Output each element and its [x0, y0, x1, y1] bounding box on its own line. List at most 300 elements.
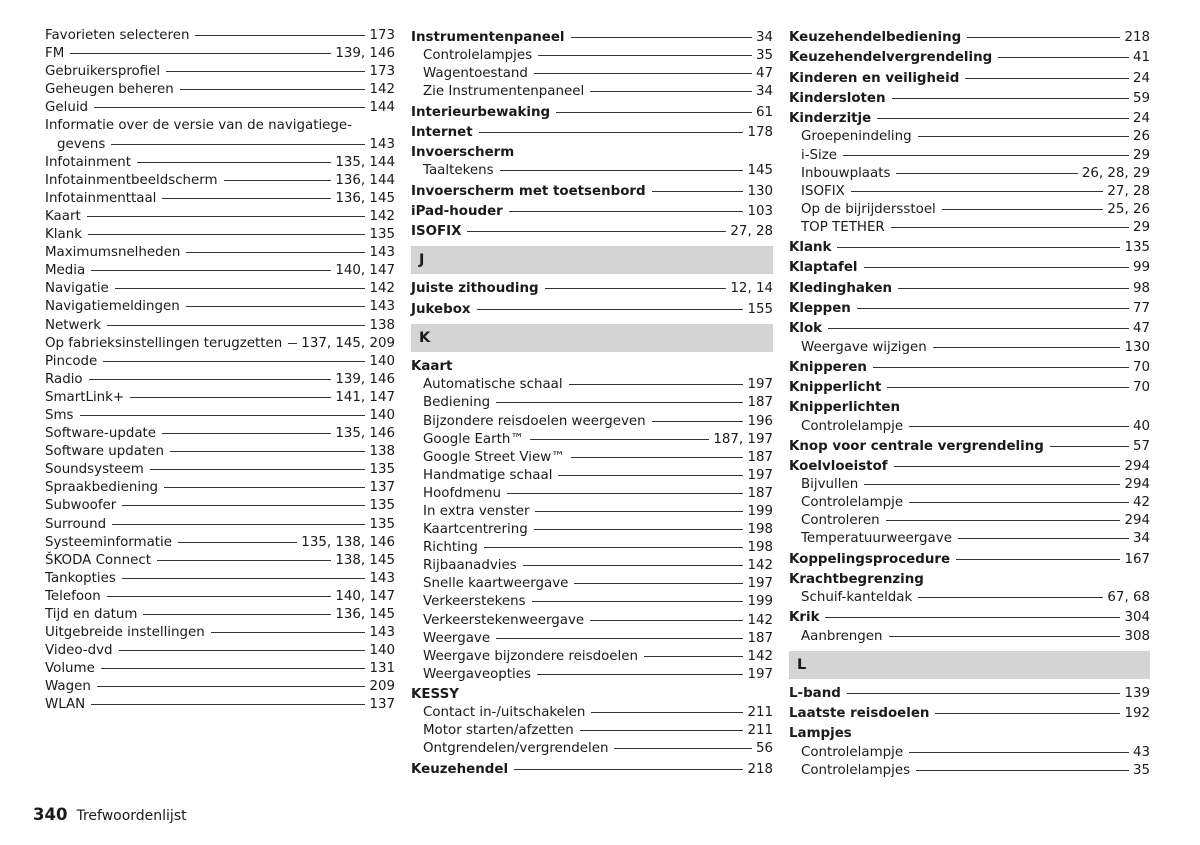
index-subentry: [411, 431, 773, 449]
dot-leader: [150, 469, 366, 470]
entry-page-reference: 197: [747, 666, 773, 682]
dot-leader: [847, 693, 1121, 694]
dot-leader: [101, 668, 366, 669]
index-subentry: [789, 530, 1150, 548]
entry-term: Subwoofer: [45, 498, 117, 514]
entry-page-reference: 197: [747, 576, 773, 592]
index-entry: [45, 443, 395, 461]
entry-term: Geheugen beheren: [45, 82, 174, 98]
dot-leader: [652, 421, 744, 422]
index-entry: [45, 552, 395, 570]
dot-leader: [107, 596, 332, 597]
dot-leader: [580, 730, 744, 731]
entry-page-reference: 135, 138, 146: [301, 534, 395, 550]
entry-page-reference: 137, 145, 209: [301, 335, 395, 351]
index-subentry: [411, 65, 773, 83]
entry-page-reference: 43: [1132, 744, 1150, 760]
entry-term: Kaartcentrering: [423, 522, 528, 538]
entry-page-reference: 173: [369, 64, 395, 80]
dot-leader: [162, 433, 331, 434]
entry-page-reference: 140: [369, 643, 395, 659]
entry-term: Groepenindeling: [801, 129, 912, 145]
index-subentry: [411, 521, 773, 539]
dot-leader: [652, 191, 744, 192]
index-subentry: [789, 128, 1150, 146]
entry-term: Telefoon: [45, 588, 101, 604]
entry-term: i-Size: [801, 147, 838, 163]
dot-leader: [130, 397, 331, 398]
entry-page-reference: 173: [369, 28, 395, 43]
entry-term: Koelvloeistof: [789, 458, 888, 474]
dot-leader: [828, 328, 1129, 329]
index-entry: [789, 725, 1150, 743]
dot-leader: [111, 144, 365, 145]
entry-page-reference: 47: [1132, 321, 1150, 337]
index-subentry: [411, 47, 773, 65]
entry-page-reference: 40: [1132, 418, 1150, 434]
index-entry: [789, 300, 1150, 318]
index-entry: [789, 70, 1150, 88]
entry-term: Richting: [423, 540, 478, 556]
entry-page-reference: 77: [1132, 300, 1150, 316]
index-entry: [45, 696, 395, 714]
entry-page-reference: 135: [369, 498, 395, 514]
entry-page-reference: 140: [369, 353, 395, 369]
entry-term: Weergave: [423, 630, 491, 646]
entry-page-reference: 140, 147: [335, 588, 395, 604]
index-column-3: [789, 27, 1150, 780]
index-entry: [789, 280, 1150, 298]
dot-leader: [889, 636, 1121, 637]
index-entry: [789, 705, 1150, 723]
dot-leader: [484, 547, 744, 548]
index-entry: [411, 104, 773, 122]
index-entry: [411, 761, 773, 779]
entry-term: Bijvullen: [801, 477, 859, 493]
index-entry: [45, 81, 395, 99]
entry-page-reference: 56: [755, 741, 773, 757]
entry-term: Weergaveopties: [423, 666, 531, 682]
dot-leader: [88, 234, 365, 235]
index-entry: [411, 144, 773, 162]
dot-leader: [538, 55, 752, 56]
index-entry: [411, 358, 773, 376]
dot-leader: [496, 402, 743, 403]
entry-page-reference: 167: [1124, 551, 1150, 567]
entry-term: Klank: [789, 240, 832, 256]
index-entry: [411, 686, 773, 704]
entry-page-reference: 99: [1132, 260, 1150, 276]
entry-term: Motor starten/afzetten: [423, 723, 574, 739]
index-entry: [789, 49, 1150, 67]
index-column-2: [411, 27, 773, 779]
index-entry: [45, 516, 395, 534]
index-entry: [45, 407, 395, 425]
entry-term: Ontgrendelen/vergrendelen: [423, 741, 609, 757]
entry-term: Knipperlichten: [789, 400, 901, 416]
entry-page-reference: 294: [1124, 513, 1150, 529]
entry-term: Systeeminformatie: [45, 534, 173, 550]
entry-term: Tijd en datum: [45, 607, 138, 622]
entry-page-reference: 145: [747, 163, 773, 179]
entry-page-reference: 198: [747, 522, 773, 538]
entry-term: Klank: [45, 227, 82, 243]
index-entry: [789, 320, 1150, 338]
index-entry: [411, 203, 773, 221]
index-subentry: [789, 201, 1150, 219]
dot-leader: [614, 748, 751, 749]
entry-page-reference: 142: [369, 208, 395, 224]
entry-term: Kleppen: [789, 300, 851, 316]
dot-leader: [97, 686, 366, 687]
dot-leader: [514, 769, 743, 770]
dot-leader: [873, 367, 1129, 368]
index-entry: [789, 379, 1150, 397]
index-subentry: [45, 136, 395, 154]
index-subentry: [789, 494, 1150, 512]
dot-leader: [143, 614, 331, 615]
entry-term: Temperatuurweergave: [801, 531, 952, 547]
entry-page-reference: 27, 28: [1107, 183, 1150, 199]
dot-leader: [843, 155, 1129, 156]
index-subentry: [411, 162, 773, 180]
dot-leader: [103, 361, 365, 362]
dot-leader: [87, 216, 366, 217]
entry-page-reference: 196: [747, 413, 773, 429]
index-entry: [411, 183, 773, 201]
dot-leader: [644, 656, 743, 657]
entry-page-reference: 187: [747, 395, 773, 411]
entry-page-reference: 34: [755, 84, 773, 100]
entry-page-reference: 308: [1124, 628, 1150, 644]
entry-term: Sms: [45, 407, 74, 423]
dot-leader: [162, 198, 331, 199]
index-subentry: [411, 83, 773, 101]
entry-term: Google Street View™: [423, 449, 565, 465]
entry-term: Kinderzitje: [789, 111, 872, 127]
dot-leader: [918, 136, 1129, 137]
index-subentry: [411, 704, 773, 722]
index-entry: [45, 117, 395, 135]
dot-leader: [224, 180, 332, 181]
entry-term: TOP TETHER: [801, 219, 885, 235]
entry-term: Laatste reisdoelen: [789, 705, 930, 721]
entry-page-reference: 34: [1132, 531, 1150, 547]
section-header: L: [789, 651, 1150, 679]
entry-term: WLAN: [45, 697, 86, 713]
entry-term: Controlelampje: [801, 418, 904, 434]
entry-page-reference: 138, 145: [335, 552, 395, 568]
section-header: K: [411, 324, 773, 352]
entry-term: Keuzehendelvergrendeling: [789, 50, 993, 66]
entry-page-reference: 67, 68: [1107, 590, 1150, 606]
index-entry: [45, 172, 395, 190]
entry-page-reference: 138: [369, 317, 395, 333]
dot-leader: [933, 347, 1121, 348]
entry-page-reference: 26, 28, 29: [1081, 165, 1150, 181]
entry-term: Aanbrengen: [801, 628, 883, 644]
dot-leader: [825, 617, 1120, 618]
entry-page-reference: 143: [369, 299, 395, 315]
entry-page-reference: 187: [747, 449, 773, 465]
entry-term: Kaart: [45, 208, 81, 224]
index-subentry: [411, 575, 773, 593]
index-entry: [45, 45, 395, 63]
entry-term: gevens: [57, 136, 106, 152]
index-entry: [789, 359, 1150, 377]
dot-leader: [479, 132, 744, 133]
entry-term: Taaltekens: [423, 163, 494, 179]
entry-page-reference: 192: [1124, 705, 1150, 721]
page-number: 340: [33, 805, 68, 824]
index-subentry: [789, 512, 1150, 530]
index-entry: [45, 570, 395, 588]
entry-page-reference: 26: [1132, 129, 1150, 145]
entry-page-reference: 136, 145: [335, 190, 395, 206]
entry-term: Jukebox: [411, 301, 471, 317]
index-subentry: [789, 744, 1150, 762]
entry-page-reference: 25, 26: [1107, 201, 1150, 217]
entry-term: Zie Instrumentenpaneel: [423, 84, 585, 100]
index-column-1: [45, 27, 395, 715]
index-entry: [45, 389, 395, 407]
entry-term: Lampjes: [789, 726, 852, 742]
entry-term: Klok: [789, 321, 823, 337]
entry-term: Invoerscherm: [411, 145, 515, 161]
entry-term: ISOFIX: [411, 224, 462, 240]
entry-page-reference: 135, 146: [335, 426, 395, 442]
entry-term: Bediening: [423, 395, 491, 411]
index-entry: [45, 371, 395, 389]
index-subentry: [789, 628, 1150, 646]
dot-leader: [891, 227, 1129, 228]
index-entry: [411, 280, 773, 298]
index-entry: [789, 438, 1150, 456]
index-entry: [45, 244, 395, 262]
entry-page-reference: 187: [747, 630, 773, 646]
index-subentry: [789, 418, 1150, 436]
dot-leader: [467, 231, 726, 232]
dot-leader: [864, 484, 1120, 485]
entry-term: Kindersloten: [789, 90, 886, 106]
index-entry: [789, 259, 1150, 277]
dot-leader: [571, 457, 744, 458]
entry-term: Internet: [411, 124, 473, 140]
entry-page-reference: 211: [747, 723, 773, 739]
entry-page-reference: 142: [747, 648, 773, 664]
entry-page-reference: 24: [1132, 111, 1150, 127]
entry-page-reference: 218: [747, 761, 773, 777]
entry-page-reference: 140, 147: [335, 263, 395, 279]
index-entry: [45, 497, 395, 515]
index-subentry: [411, 740, 773, 758]
entry-page-reference: 137: [369, 480, 395, 496]
entry-page-reference: 141, 147: [335, 389, 395, 405]
entry-term: Controlelampjes: [423, 48, 533, 64]
index-entry: [789, 685, 1150, 703]
index-entry: [45, 606, 395, 624]
entry-page-reference: 199: [747, 504, 773, 519]
index-subentry: [411, 666, 773, 684]
dot-leader: [534, 73, 752, 74]
entry-term: Media: [45, 263, 86, 279]
index-subentry: [411, 503, 773, 521]
entry-page-reference: 211: [747, 705, 773, 721]
dot-leader: [178, 542, 297, 543]
index-entry: [411, 301, 773, 319]
entry-page-reference: 59: [1132, 90, 1150, 106]
entry-term: Juiste zithouding: [411, 281, 539, 297]
entry-term: Handmatige schaal: [423, 467, 553, 483]
dot-leader: [591, 712, 743, 713]
entry-term: Schuif-kanteldak: [801, 590, 913, 606]
entry-term: Snelle kaartweergave: [423, 576, 569, 592]
entry-term: Controleren: [801, 513, 880, 529]
dot-leader: [537, 674, 743, 675]
index-subentry: [789, 762, 1150, 780]
entry-term: iPad-houder: [411, 203, 503, 219]
entry-term: Krachtbegrenzing: [789, 571, 924, 587]
index-entry: [45, 479, 395, 497]
entry-page-reference: 135, 144: [335, 154, 395, 170]
entry-page-reference: 12, 14: [730, 281, 773, 297]
index-entry: [45, 461, 395, 479]
dot-leader: [119, 650, 366, 651]
dot-leader: [509, 211, 744, 212]
dot-leader: [857, 308, 1129, 309]
entry-term: L-band: [789, 685, 841, 701]
index-entry: [789, 609, 1150, 627]
entry-term: Instrumentenpaneel: [411, 30, 565, 45]
index-entry: [45, 642, 395, 660]
dot-leader: [894, 466, 1121, 467]
index-subentry: [411, 376, 773, 394]
dot-leader: [896, 173, 1077, 174]
entry-term: Keuzehendelbediening: [789, 30, 962, 45]
entry-term: KESSY: [411, 686, 459, 702]
entry-page-reference: 70: [1132, 379, 1150, 395]
entry-term: Controlelampjes: [801, 762, 911, 778]
dot-leader: [534, 529, 744, 530]
index-entry: [789, 29, 1150, 47]
index-entry: [45, 534, 395, 552]
entry-term: Kinderen en veiligheid: [789, 70, 960, 86]
entry-page-reference: 143: [369, 570, 395, 586]
entry-term: Knop voor centrale vergrendeling: [789, 438, 1044, 454]
entry-term: Surround: [45, 516, 107, 532]
dot-leader: [886, 520, 1121, 521]
dot-leader: [1050, 446, 1129, 447]
entry-page-reference: 35: [755, 48, 773, 64]
dot-leader: [909, 502, 1129, 503]
entry-term: FM: [45, 46, 65, 62]
entry-page-reference: 142: [747, 612, 773, 628]
entry-page-reference: 131: [369, 661, 395, 677]
index-entry: [45, 425, 395, 443]
index-entry: [411, 29, 773, 47]
entry-term: Infotainmenttaal: [45, 190, 157, 206]
entry-term: Invoerscherm met toetsenbord: [411, 183, 646, 199]
dot-leader: [956, 559, 1120, 560]
entry-page-reference: 138: [369, 444, 395, 460]
entry-term: Geluid: [45, 100, 89, 116]
entry-page-reference: 142: [369, 82, 395, 98]
entry-page-reference: 294: [1124, 477, 1150, 493]
index-subentry: [411, 630, 773, 648]
dot-leader: [211, 632, 366, 633]
index-entry: [789, 239, 1150, 257]
dot-leader: [89, 379, 332, 380]
section-header: J: [411, 246, 773, 274]
index-entry: [45, 588, 395, 606]
dot-leader: [545, 288, 727, 289]
entry-page-reference: 41: [1132, 50, 1150, 66]
dot-leader: [477, 309, 744, 310]
entry-term: Soundsysteem: [45, 462, 144, 478]
entry-term: Informatie over de versie van de navigatiege-: [45, 118, 352, 134]
entry-page-reference: 103: [747, 203, 773, 219]
index-subentry: [411, 648, 773, 666]
index-entry: [45, 190, 395, 208]
entry-term: Pincode: [45, 353, 98, 369]
dot-leader: [837, 247, 1120, 248]
entry-term: Weergave wijzigen: [801, 339, 927, 355]
dot-leader: [157, 560, 331, 561]
entry-page-reference: 57: [1132, 438, 1150, 454]
entry-term: ŠKODA Connect: [45, 552, 151, 568]
index-entry: [45, 335, 395, 353]
entry-page-reference: 139: [1124, 685, 1150, 701]
index-subentry: [411, 485, 773, 503]
entry-term: Volume: [45, 661, 95, 677]
entry-term: Uitgebreide instellingen: [45, 625, 205, 641]
entry-term: Kaart: [411, 359, 453, 375]
dot-leader: [195, 35, 365, 36]
dot-leader: [91, 270, 331, 271]
index-subentry: [789, 589, 1150, 607]
dot-leader: [496, 638, 743, 639]
entry-page-reference: 135: [369, 227, 395, 243]
dot-leader: [94, 107, 365, 108]
entry-term: Op de bijrijdersstoel: [801, 201, 936, 217]
page-section-title: Trefwoordenlijst: [76, 808, 187, 824]
entry-term: Wagentoestand: [423, 66, 528, 82]
entry-page-reference: 142: [369, 281, 395, 297]
entry-term: Kledinghaken: [789, 280, 893, 296]
entry-term: Controlelampje: [801, 495, 904, 511]
entry-term: Navigatiemeldingen: [45, 299, 180, 315]
entry-page-reference: 136, 145: [335, 607, 395, 622]
dot-leader: [590, 620, 743, 621]
entry-page-reference: 130: [1124, 339, 1150, 355]
entry-page-reference: 304: [1124, 610, 1150, 626]
entry-page-reference: 140: [369, 407, 395, 423]
entry-term: Video-dvd: [45, 643, 113, 659]
entry-term: Navigatie: [45, 281, 109, 297]
entry-term: Hoofdmenu: [423, 485, 501, 501]
entry-page-reference: 98: [1132, 280, 1150, 296]
index-entry: [789, 110, 1150, 128]
index-entry: [45, 226, 395, 244]
entry-term: Krik: [789, 610, 820, 626]
dot-leader: [942, 209, 1104, 210]
entry-page-reference: 218: [1124, 30, 1150, 45]
index-entry: [411, 223, 773, 241]
entry-term: Wagen: [45, 679, 91, 695]
index-subentry: [411, 413, 773, 431]
index-subentry: [411, 449, 773, 467]
index-entry: [411, 124, 773, 142]
